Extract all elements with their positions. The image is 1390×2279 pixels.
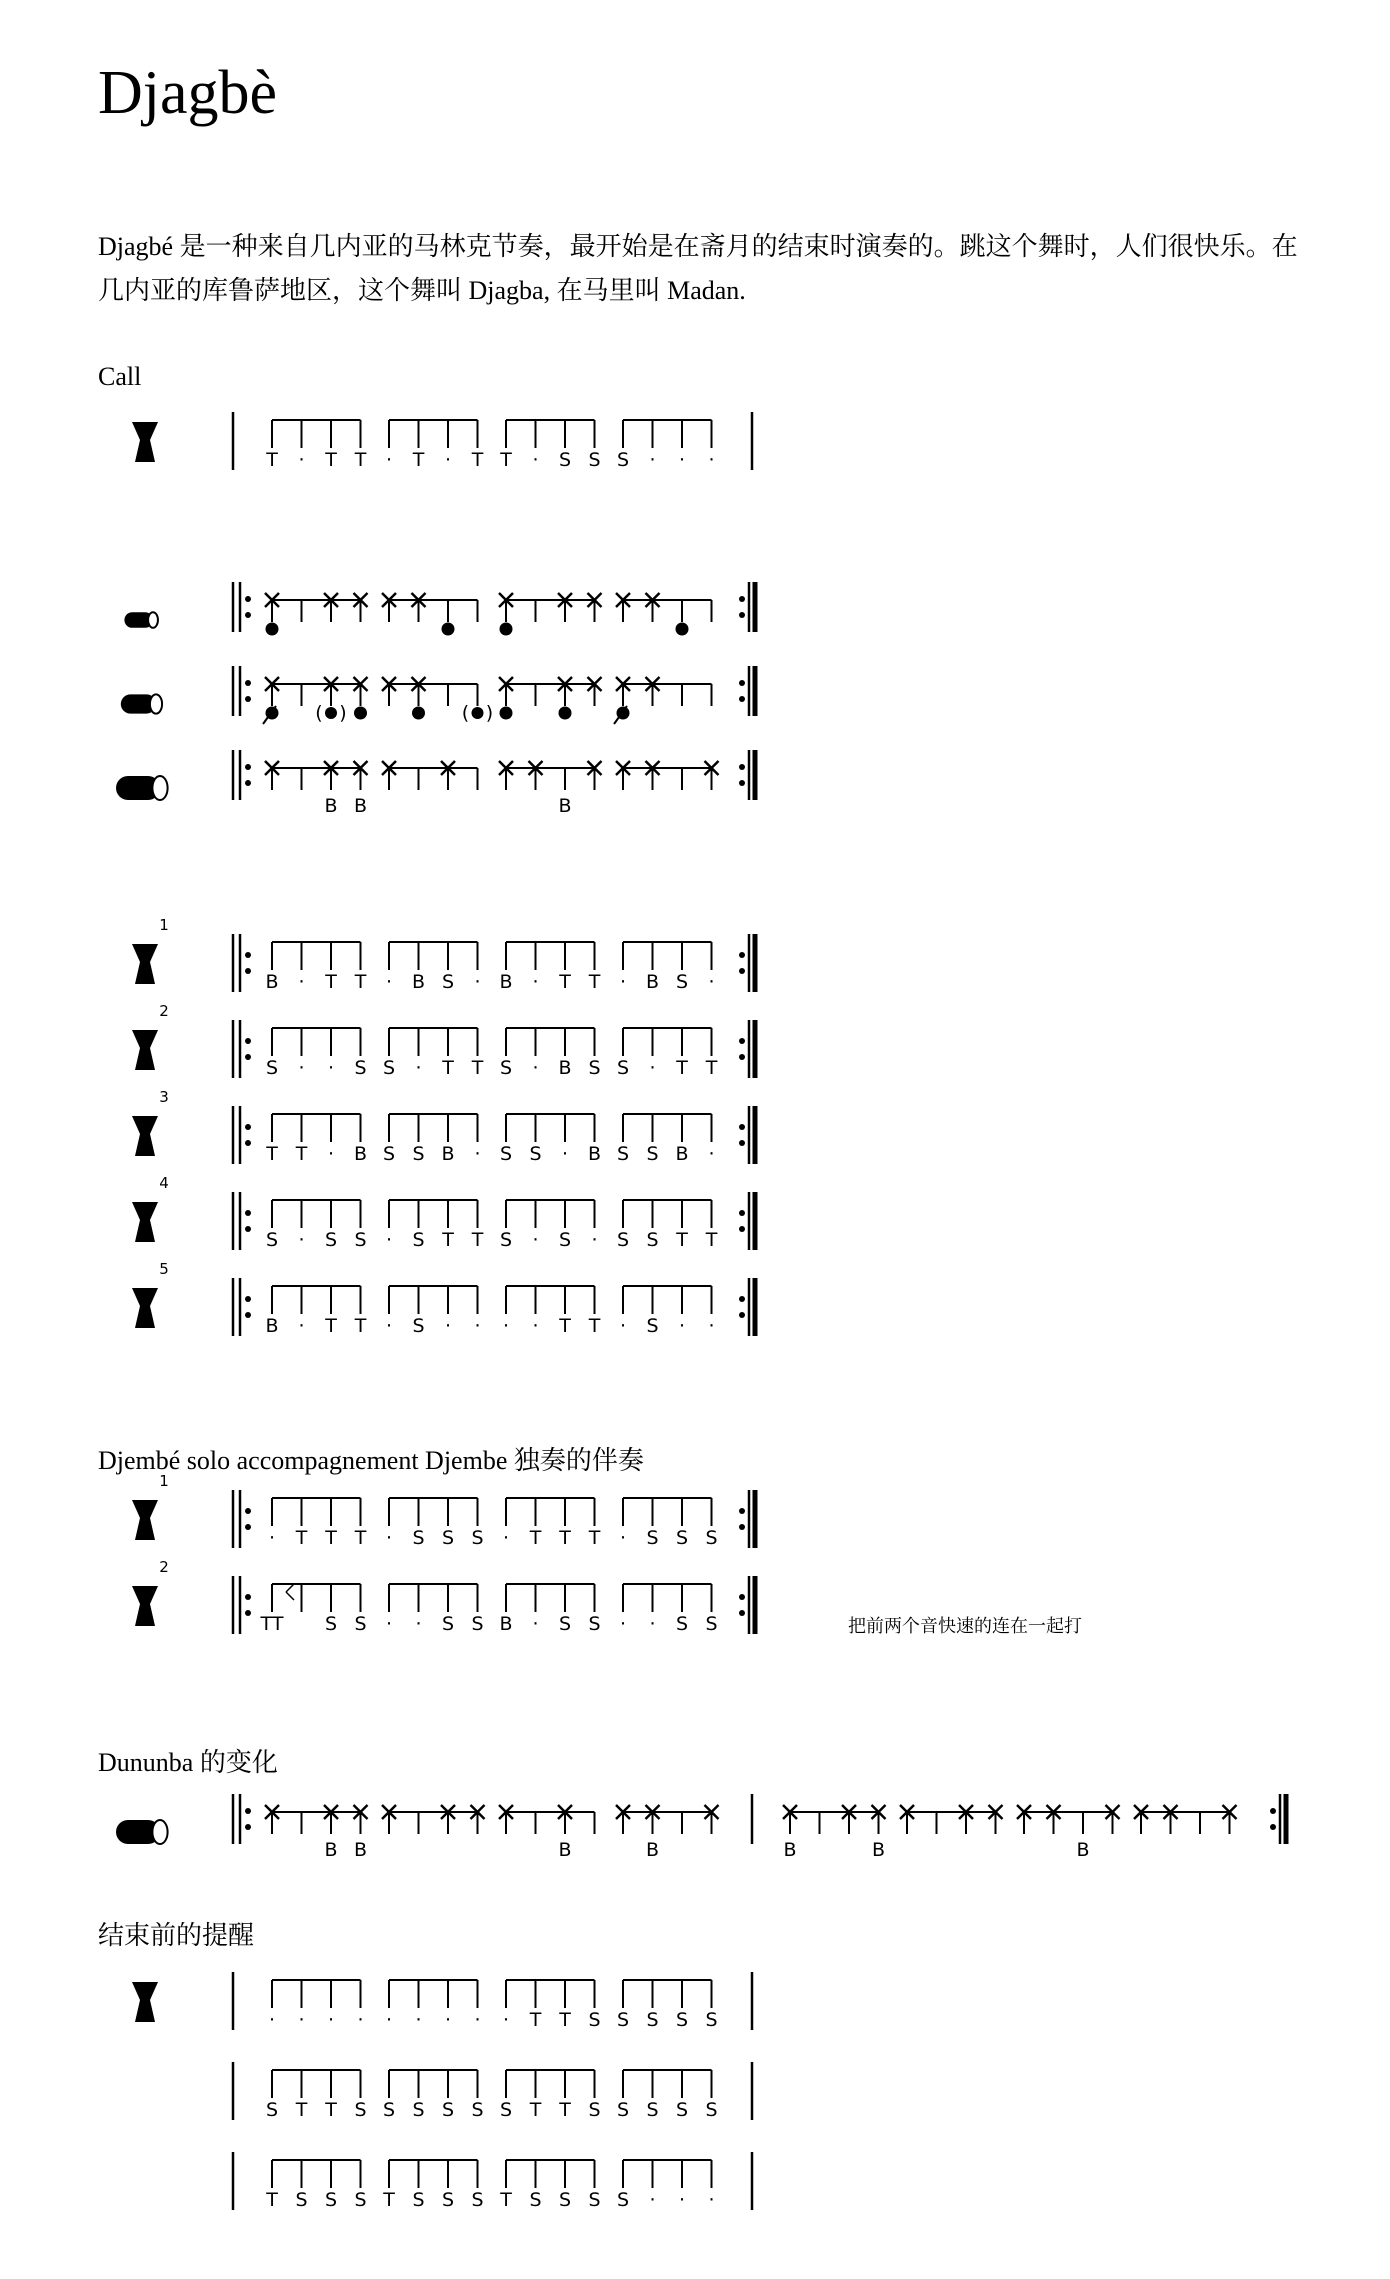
note-symbol: · <box>561 1143 569 1165</box>
repeat-dot <box>245 612 251 618</box>
repeat-dot <box>245 596 251 602</box>
repeat-dot <box>245 1610 251 1616</box>
note-symbol: S <box>324 1613 338 1635</box>
paren: ) <box>485 702 494 724</box>
note-symbol: S <box>529 1143 542 1165</box>
note-symbol: T <box>325 1315 337 1337</box>
flam-mark <box>286 1584 294 1592</box>
note-symbol: S <box>705 1613 718 1635</box>
note-symbol: · <box>357 2009 364 2031</box>
note-symbol: S <box>499 2099 513 2121</box>
note-symbol: · <box>708 1315 715 1337</box>
note-symbol: · <box>532 1613 539 1635</box>
note-symbol: S <box>646 1527 659 1549</box>
note-symbol: · <box>385 971 393 993</box>
note-symbol: S <box>588 1057 601 1079</box>
djembe-icon <box>132 944 158 984</box>
note-symbol: T <box>354 1527 367 1549</box>
repeat-dot <box>245 696 251 702</box>
note-symbol: · <box>415 1057 422 1079</box>
note-symbol: S <box>471 1527 484 1549</box>
note-symbol: S <box>441 2099 455 2121</box>
note-symbol: S <box>558 449 572 471</box>
note-symbol: T <box>500 2189 512 2211</box>
djembe-icon <box>132 1030 158 1070</box>
note-symbol: T <box>559 2099 571 2121</box>
note-symbol: · <box>474 2009 481 2031</box>
djembe-icon <box>132 1500 158 1540</box>
bass-mark: B <box>353 795 368 817</box>
note-symbol: · <box>415 2009 422 2031</box>
note-symbol: S <box>412 1315 425 1337</box>
note-symbol: S <box>646 2009 659 2031</box>
dun-head <box>152 1820 167 1844</box>
drum-open <box>442 623 455 636</box>
repeat-dot <box>739 968 745 974</box>
part-number: 2 <box>159 1558 169 1576</box>
note-symbol: S <box>354 1229 367 1251</box>
note-symbol: T <box>295 2099 308 2121</box>
repeat-dot <box>245 1124 251 1130</box>
note-symbol: S <box>382 1143 396 1165</box>
repeat-dot <box>245 1508 251 1514</box>
note-symbol: S <box>471 2099 484 2121</box>
note-symbol: T <box>588 1527 601 1549</box>
heading-solo: Djembé solo accompagnement Djembe 独奏的伴奏 <box>98 1446 644 1475</box>
note-symbol: S <box>471 1613 484 1635</box>
part-number: 4 <box>159 1174 169 1192</box>
note-symbol: · <box>298 1057 305 1079</box>
note-symbol: T <box>705 1057 718 1079</box>
note-symbol: S <box>558 2189 572 2211</box>
note-symbol: S <box>675 971 689 993</box>
part-number: 1 <box>159 1472 169 1490</box>
djembe-icon <box>132 1288 158 1328</box>
note-symbol: TT <box>260 1613 284 1635</box>
repeat-dot <box>739 764 745 770</box>
note-symbol: S <box>588 449 601 471</box>
note-symbol: B <box>499 1613 513 1635</box>
note-symbol: T <box>471 449 484 471</box>
note-symbol: T <box>354 1315 367 1337</box>
flam-mark <box>286 1592 294 1600</box>
note-symbol: · <box>298 1229 305 1251</box>
note-symbol: S <box>471 2189 484 2211</box>
note-symbol: · <box>649 1613 656 1635</box>
note-symbol: · <box>298 449 305 471</box>
note-symbol: S <box>382 2099 396 2121</box>
note-symbol: T <box>559 1527 571 1549</box>
note-symbol: · <box>444 2009 452 2031</box>
note-symbol: S <box>558 1613 572 1635</box>
note-symbol: S <box>354 1613 367 1635</box>
note-symbol: · <box>474 971 481 993</box>
note-symbol: S <box>324 1229 338 1251</box>
drum-open <box>266 623 279 636</box>
djembe-icon <box>132 1202 158 1242</box>
note-symbol: S <box>441 1613 455 1635</box>
note-symbol: S <box>616 1143 630 1165</box>
note-symbol: · <box>385 1315 393 1337</box>
note-symbol: S <box>675 1613 689 1635</box>
repeat-dot <box>739 1508 745 1514</box>
part-number: 1 <box>159 916 169 934</box>
note-symbol: S <box>265 2099 279 2121</box>
note-symbol: T <box>588 971 601 993</box>
part-number: 2 <box>159 1002 169 1020</box>
note-symbol: T <box>295 1527 308 1549</box>
repeat-dot <box>245 968 251 974</box>
repeat-dot <box>245 1226 251 1232</box>
bass-mark: B <box>353 1839 368 1861</box>
note-symbol: S <box>499 1229 513 1251</box>
flam-note: 把前两个音快速的连在一起打 <box>848 1616 1082 1637</box>
note-symbol: · <box>502 2009 510 2031</box>
note-symbol: B <box>558 1057 572 1079</box>
note-symbol: · <box>474 1315 481 1337</box>
note-symbol: · <box>532 971 539 993</box>
note-symbol: · <box>532 449 539 471</box>
note-symbol: T <box>471 1229 484 1251</box>
repeat-dot <box>739 1610 745 1616</box>
drum-open <box>500 707 513 720</box>
repeat-dot <box>739 696 745 702</box>
note-symbol: T <box>559 2009 571 2031</box>
repeat-dot <box>739 1226 745 1232</box>
repeat-dot <box>245 1038 251 1044</box>
heading-dununba: Dununba 的变化 <box>98 1748 278 1777</box>
note-symbol: · <box>327 1057 335 1079</box>
note-symbol: S <box>354 2099 367 2121</box>
note-symbol: S <box>616 2189 630 2211</box>
drum-muted <box>472 707 484 719</box>
note-symbol: · <box>502 1315 510 1337</box>
note-symbol: S <box>558 1229 572 1251</box>
note-symbol: S <box>646 1315 659 1337</box>
drum-open <box>412 707 425 720</box>
heading-ending: 结束前的提醒 <box>98 1921 255 1950</box>
repeat-dot <box>739 1210 745 1216</box>
note-symbol: B <box>675 1143 689 1165</box>
note-symbol: S <box>646 2099 659 2121</box>
repeat-dot <box>739 680 745 686</box>
repeat-dot <box>245 1594 251 1600</box>
note-symbol: S <box>588 2009 601 2031</box>
note-symbol: · <box>385 1527 393 1549</box>
note-symbol: T <box>325 971 337 993</box>
note-symbol: S <box>675 2009 689 2031</box>
part-number: 3 <box>159 1088 169 1106</box>
dun-head <box>148 612 158 628</box>
repeat-dot <box>739 1140 745 1146</box>
repeat-dot <box>245 1210 251 1216</box>
drum-open <box>676 623 689 636</box>
note-symbol: S <box>705 2099 718 2121</box>
note-symbol: S <box>616 2009 630 2031</box>
note-symbol: T <box>354 971 367 993</box>
djembe-icon <box>132 1586 158 1626</box>
repeat-dot <box>245 1312 251 1318</box>
note-symbol: · <box>708 2189 715 2211</box>
note-symbol: S <box>646 1143 659 1165</box>
note-symbol: S <box>265 1229 279 1251</box>
repeat-dot <box>245 780 251 786</box>
note-symbol: T <box>676 1229 688 1251</box>
note-symbol: · <box>678 2189 686 2211</box>
note-symbol: T <box>354 449 367 471</box>
repeat-dot <box>739 1312 745 1318</box>
note-symbol: S <box>588 2099 601 2121</box>
bass-mark: B <box>558 1839 572 1861</box>
note-symbol: T <box>325 2099 337 2121</box>
note-symbol: S <box>616 1057 630 1079</box>
note-symbol: B <box>499 971 513 993</box>
note-symbol: T <box>266 449 278 471</box>
note-symbol: S <box>324 2189 338 2211</box>
note-symbol: T <box>559 1315 571 1337</box>
bass-mark: B <box>558 795 572 817</box>
note-symbol: S <box>705 1527 718 1549</box>
note-symbol: B <box>411 971 426 993</box>
note-symbol: S <box>354 2189 367 2211</box>
note-symbol: · <box>385 449 393 471</box>
note-symbol: T <box>412 449 425 471</box>
note-symbol: · <box>298 971 305 993</box>
note-symbol: S <box>412 1143 425 1165</box>
repeat-dot <box>739 1594 745 1600</box>
djembe-icon <box>132 422 158 462</box>
repeat-dot <box>245 1808 251 1814</box>
note-symbol: · <box>327 2009 335 2031</box>
bass-mark: B <box>324 795 338 817</box>
note-symbol: B <box>441 1143 455 1165</box>
repeat-dot <box>245 1140 251 1146</box>
note-symbol: · <box>298 2009 305 2031</box>
note-symbol: · <box>591 1229 598 1251</box>
bass-mark: B <box>783 1839 797 1861</box>
repeat-dot <box>1270 1808 1276 1814</box>
note-symbol: · <box>385 1229 393 1251</box>
drum-open <box>500 623 513 636</box>
note-symbol: · <box>619 1613 627 1635</box>
note-symbol: S <box>529 2189 542 2211</box>
paren: ( <box>461 702 470 724</box>
note-symbol: S <box>616 2099 630 2121</box>
bass-mark: B <box>871 1839 886 1861</box>
note-symbol: S <box>295 2189 308 2211</box>
note-symbol: B <box>645 971 660 993</box>
note-symbol: · <box>385 1613 393 1635</box>
note-symbol: · <box>327 1143 335 1165</box>
repeat-dot <box>739 952 745 958</box>
note-symbol: · <box>268 2009 276 2031</box>
bass-mark: B <box>1076 1839 1090 1861</box>
repeat-dot <box>245 764 251 770</box>
repeat-dot <box>245 952 251 958</box>
note-symbol: S <box>616 1229 630 1251</box>
dun-head <box>150 694 162 713</box>
repeat-dot <box>245 680 251 686</box>
note-symbol: T <box>529 2009 542 2031</box>
note-symbol: T <box>588 1315 601 1337</box>
repeat-dot <box>245 1054 251 1060</box>
repeat-dot <box>245 1296 251 1302</box>
note-symbol: S <box>675 2099 689 2121</box>
note-symbol: T <box>383 2189 395 2211</box>
note-symbol: · <box>268 1527 276 1549</box>
repeat-dot <box>245 1524 251 1530</box>
drum-open <box>559 707 572 720</box>
part-number: 5 <box>159 1260 169 1278</box>
note-symbol: T <box>325 1527 337 1549</box>
bass-mark: B <box>324 1839 338 1861</box>
repeat-dot <box>739 1054 745 1060</box>
note-symbol: T <box>559 971 571 993</box>
note-symbol: · <box>708 449 715 471</box>
note-symbol: · <box>298 1315 305 1337</box>
dun-head <box>152 776 167 800</box>
note-symbol: S <box>441 971 455 993</box>
repeat-dot <box>739 1296 745 1302</box>
note-symbol: S <box>675 1527 689 1549</box>
note-symbol: · <box>678 1315 686 1337</box>
note-symbol: T <box>529 2099 542 2121</box>
note-symbol: S <box>499 1057 513 1079</box>
djembe-icon <box>132 1116 158 1156</box>
note-symbol: · <box>385 2009 393 2031</box>
repeat-dot <box>245 1824 251 1830</box>
note-symbol: T <box>295 1143 308 1165</box>
note-symbol: T <box>442 1229 454 1251</box>
drum-open <box>354 707 367 720</box>
note-symbol: · <box>444 1315 452 1337</box>
note-symbol: · <box>532 1229 539 1251</box>
note-symbol: S <box>412 1527 425 1549</box>
note-symbol: · <box>444 449 452 471</box>
note-symbol: S <box>382 1057 396 1079</box>
note-symbol: S <box>412 1229 425 1251</box>
note-symbol: T <box>529 1527 542 1549</box>
repeat-dot <box>739 596 745 602</box>
note-symbol: S <box>354 1057 367 1079</box>
note-symbol: · <box>532 1315 539 1337</box>
note-symbol: T <box>676 1057 688 1079</box>
note-symbol: · <box>708 1143 715 1165</box>
note-symbol: · <box>532 1057 539 1079</box>
note-symbol: S <box>616 449 630 471</box>
paren: ) <box>339 702 347 724</box>
note-symbol: B <box>265 971 279 993</box>
note-symbol: T <box>471 1057 484 1079</box>
note-symbol: T <box>500 449 512 471</box>
note-symbol: · <box>649 449 656 471</box>
note-symbol: T <box>266 2189 278 2211</box>
note-symbol: · <box>649 1057 656 1079</box>
note-symbol: S <box>441 2189 455 2211</box>
note-symbol: · <box>619 1315 627 1337</box>
note-symbol: S <box>499 1143 513 1165</box>
note-symbol: S <box>588 2189 601 2211</box>
repeat-dot <box>739 1038 745 1044</box>
note-symbol: B <box>265 1315 279 1337</box>
note-symbol: · <box>619 971 627 993</box>
note-symbol: T <box>442 1057 454 1079</box>
paren: ( <box>315 702 323 724</box>
note-symbol: · <box>619 1527 627 1549</box>
note-symbol: T <box>266 1143 278 1165</box>
note-symbol: S <box>646 1229 659 1251</box>
note-symbol: · <box>415 1613 422 1635</box>
note-symbol: · <box>502 1527 510 1549</box>
drum-muted <box>325 707 337 719</box>
repeat-dot <box>739 780 745 786</box>
note-symbol: S <box>412 2099 425 2121</box>
note-symbol: S <box>265 1057 279 1079</box>
note-symbol: B <box>353 1143 368 1165</box>
repeat-dot <box>1270 1824 1276 1830</box>
note-symbol: S <box>441 1527 455 1549</box>
note-symbol: B <box>587 1143 602 1165</box>
note-symbol: · <box>649 2189 656 2211</box>
note-symbol: S <box>588 1613 601 1635</box>
note-symbol: · <box>678 449 686 471</box>
note-symbol: T <box>325 449 337 471</box>
note-symbol: S <box>412 2189 425 2211</box>
note-symbol: T <box>705 1229 718 1251</box>
repeat-dot <box>739 612 745 618</box>
page-title: Djagbè <box>98 59 278 127</box>
repeat-dot <box>739 1124 745 1130</box>
note-symbol: · <box>708 971 715 993</box>
heading-call: Call <box>98 362 142 391</box>
djembe-icon <box>132 1982 158 2022</box>
repeat-dot <box>739 1524 745 1530</box>
bass-mark: B <box>645 1839 660 1861</box>
note-symbol: · <box>474 1143 481 1165</box>
intro-text: Djagbé 是一种来自几内亚的马林克节奏，最开始是在斋月的结束时演奏的。跳这个舞时，人们很快乐。在几内亚的库鲁萨地区，这个舞叫 Djagba, 在马里叫 Madan. <box>98 232 1298 305</box>
note-symbol: S <box>705 2009 718 2031</box>
